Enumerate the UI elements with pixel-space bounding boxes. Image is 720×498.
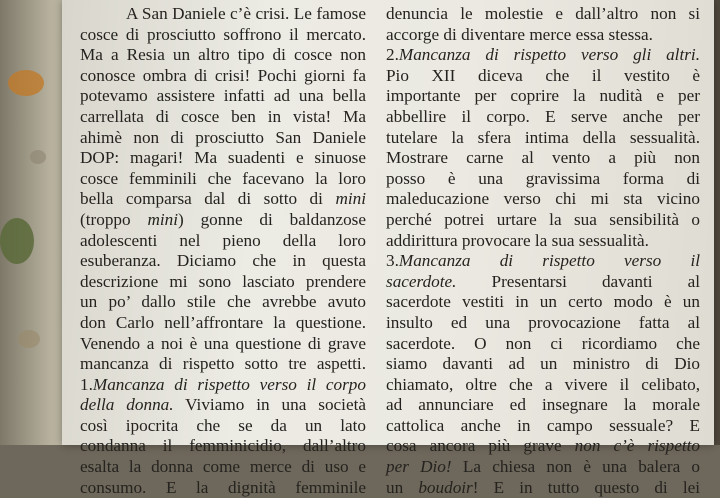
text-line — [80, 313, 366, 334]
text-line — [386, 478, 700, 498]
text-line — [386, 66, 700, 87]
text-line — [80, 128, 366, 149]
fabric-pattern-spot — [0, 218, 34, 264]
text-line — [386, 457, 700, 478]
text-line — [80, 478, 366, 498]
text-line — [386, 25, 700, 46]
text-run: sacerdote. O non ci ricordiamo che — [386, 333, 700, 353]
text-line — [80, 354, 366, 375]
text-line — [80, 416, 366, 437]
text-line — [80, 148, 366, 169]
text-line — [80, 231, 366, 252]
text-line — [80, 4, 366, 25]
italic-text: boudoir — [418, 477, 473, 497]
text-line — [386, 189, 700, 210]
text-run: cattolica anche in campo sessuale? E — [386, 415, 700, 435]
text-line — [80, 210, 366, 231]
text-line — [80, 457, 366, 478]
text-run: siamo davanti ad un ministro di Dio — [386, 354, 700, 374]
text-run: adolescenti nel pieno della loro — [80, 230, 366, 250]
text-line — [386, 4, 700, 25]
text-run: descrizione mi sono lasciato prendere — [80, 271, 366, 291]
text-run: esuberanza. Diciamo che in questa — [80, 251, 366, 271]
text-line — [386, 416, 700, 437]
text-run: Mostrare carne al vento a più non — [386, 148, 700, 168]
text-run: A San Daniele c’è crisi. Le famose — [126, 4, 366, 23]
text-run: Venendo a noi è una questione di grave — [80, 333, 366, 353]
text-run: carrellata di cosce ben in vista! Ma — [80, 106, 366, 126]
text-line — [386, 436, 700, 457]
text-run: abbellire il corpo. E serve anche per — [386, 106, 700, 126]
text-run: insulto ed una provocazione fatta al — [386, 312, 700, 332]
text-run: tutelare la sfera intima della sessualità. — [386, 127, 700, 147]
text-run: perché potrei urtare la sua sensibilità o — [386, 209, 700, 229]
fabric-pattern-spot — [30, 150, 46, 164]
text-run: accorge di diventare merce essa stessa. — [386, 24, 653, 44]
text-line — [386, 313, 700, 334]
text-line — [80, 436, 366, 457]
text-line — [386, 251, 700, 272]
text-line — [386, 107, 700, 128]
text-column-right — [386, 4, 700, 498]
text-line — [80, 334, 366, 355]
text-line — [386, 210, 700, 231]
fabric-pattern-spot — [18, 330, 40, 348]
text-line — [386, 45, 700, 66]
italic-text: Mancanza di rispetto verso il corpo — [92, 374, 366, 394]
text-run: consumo. E la dignità femminile — [80, 477, 366, 497]
text-line — [80, 86, 366, 107]
text-run: ahimè non di prosciutto San Daniele — [80, 127, 366, 147]
text-line — [386, 395, 700, 416]
text-line — [386, 231, 700, 252]
text-run: un — [386, 477, 419, 497]
italic-text: mini — [335, 189, 366, 209]
text-run: conosce ombra di crisi! Pochi giorni fa — [80, 65, 366, 85]
text-line — [386, 292, 700, 313]
text-line — [386, 169, 700, 190]
text-line — [386, 272, 700, 293]
text-run: 1. — [80, 374, 93, 394]
text-line — [80, 107, 366, 128]
text-line — [80, 395, 366, 416]
text-run: cosce di prosciutto soffrono il mercato. — [80, 24, 366, 44]
text-run: 3. — [386, 251, 399, 271]
text-run: 2. — [386, 45, 399, 65]
text-line — [386, 354, 700, 375]
italic-text: mini — [147, 209, 179, 229]
italic-text: della donna. — [80, 395, 174, 415]
text-run: Pio XII diceva che il vestito è — [386, 65, 700, 85]
text-run: così ipocrita che se da un lato — [80, 415, 366, 435]
text-line — [80, 251, 366, 272]
text-run: importante per coprire la nudità e per — [386, 86, 700, 106]
text-run: sacerdote vestiti in un certo modo è un — [386, 292, 700, 312]
text-run: Ma a Resia un altro tipo di cosce non — [80, 45, 366, 65]
text-line — [386, 86, 700, 107]
text-line — [386, 375, 700, 396]
text-line — [386, 128, 700, 149]
text-line — [80, 66, 366, 87]
text-run: posso è una gravissima forma di — [386, 168, 700, 188]
fabric-pattern-spot — [8, 70, 44, 96]
text-line — [80, 375, 366, 396]
text-run: mancanza di rispetto sotto tre aspetti. — [80, 354, 366, 374]
italic-text: Mancanza di rispetto verso il — [398, 251, 700, 271]
text-run: (troppo — [80, 209, 148, 229]
text-run: condanna il femminicidio, dall’altro — [80, 436, 366, 456]
text-run: cosa ancora più grave — [386, 436, 575, 456]
text-run: esalta la donna come merce di uso e — [80, 457, 366, 477]
text-line — [80, 272, 366, 293]
text-run: don Carlo nell’affrontare la questione. — [80, 312, 366, 332]
text-run: DOP: magari! Ma suadenti e sinuose — [80, 148, 366, 168]
text-run: La chiesa non è una balera o — [451, 457, 701, 477]
text-line — [80, 169, 366, 190]
text-run: bella comparsa dal di sotto di — [80, 189, 336, 209]
italic-text: non c’è rispetto — [574, 436, 700, 456]
text-run: potevamo assistere infatti ad una bella — [80, 86, 366, 106]
text-line — [80, 189, 366, 210]
text-line — [386, 148, 700, 169]
italic-text: Mancanza di rispetto verso gli altri. — [398, 45, 700, 65]
text-run: maleducazione verso chi mi sta vicino — [386, 189, 700, 209]
text-run: cosce femminili che facevano la loro — [80, 168, 366, 188]
text-run: ) gonne di baldanzose — [178, 209, 366, 229]
text-run: un po’ dallo stile che avrebbe avuto — [80, 292, 366, 312]
text-run: ! E in tutto questo di lei — [472, 477, 700, 497]
text-run: ad annunciare ed insegnare la morale — [386, 395, 700, 415]
text-column-left — [80, 4, 366, 498]
text-line — [80, 25, 366, 46]
text-run: Presentarsi davanti al — [456, 271, 700, 291]
italic-text: per Dio! — [386, 457, 452, 477]
text-run: chiamato, oltre che a vivere il celibato, — [386, 374, 700, 394]
text-run: addirittura provocare la sua sessualità. — [386, 230, 649, 250]
text-run: Viviamo in una società — [173, 395, 366, 415]
text-line — [386, 334, 700, 355]
text-line — [80, 45, 366, 66]
text-line — [80, 292, 366, 313]
text-run: denuncia le molestie e dall’altro non si — [386, 4, 700, 23]
italic-text: sacerdote. — [386, 271, 457, 291]
